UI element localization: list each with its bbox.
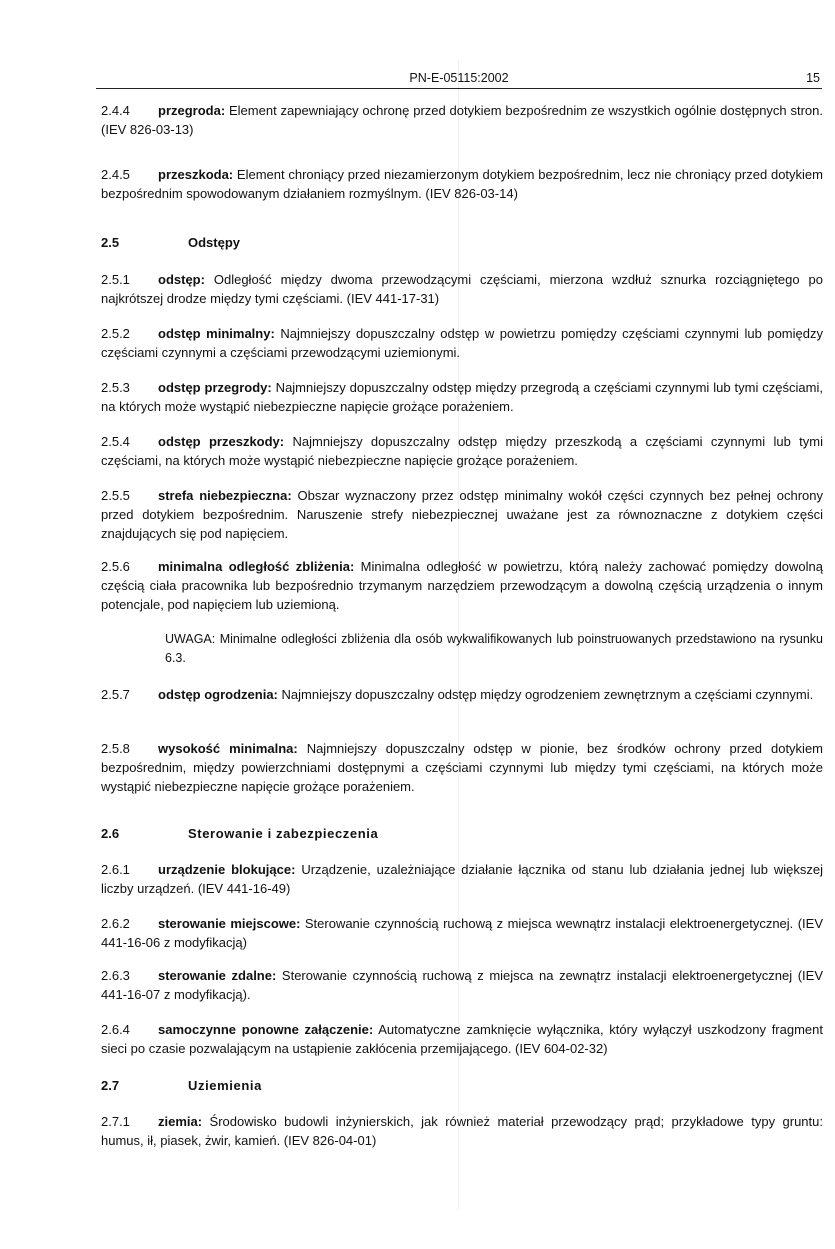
clause-number: 2.6.1 — [101, 862, 130, 877]
definition-2-5-3 — [101, 378, 823, 416]
note-uwaga: UWAGA: Minimalne odległości zbliżenia dla osób wykwalifikowanych lub poinstruowanych przedstawiono na rysunku 6.3. — [165, 632, 823, 665]
clause-number: 2.5.5 — [101, 488, 130, 503]
definition-text: Sterowanie czynnością ruchową z miejsca na zewnątrz instalacji elektroenergetycznej (IEV 441-16-07 z modyfikacją). — [101, 968, 823, 1002]
term: odstęp ogrodzenia: — [158, 687, 278, 702]
clause-number: 2.7.1 — [101, 1114, 130, 1129]
definition-text: Urządzenie, uzależniające działanie łącznika od stanu lub działania jednej lub większej liczby urządzeń. (IEV 441-16-49) — [101, 862, 824, 896]
definition-2-4-5 — [101, 165, 823, 203]
definition-text: Najmniejszy dopuszczalny odstęp w pionie, bez środków ochrony przed dotykiem bezpośrednim, między powierzchniami dostępnymi a częściami czynnymi lub między tymi częściami, na których może wystąpić niebezpieczne napięcie grożące porażeniem. — [101, 741, 823, 794]
clause-number: 2.4.5 — [101, 167, 130, 182]
definition-2-5-2 — [101, 324, 823, 362]
definition-2-5-6 — [101, 557, 823, 614]
definition-2-4-4 — [101, 101, 823, 139]
section-number: 2.7 — [101, 1078, 120, 1093]
definition-text: Najmniejszy dopuszczalny odstęp między przegrodą a częściami czynnymi lub tymi częściami, na których może wystąpić niebezpieczne napięcie grożące porażeniem. — [101, 380, 823, 414]
definition-text: Środowisko budowli inżynierskich, jak również materiał przewodzący prąd; przykładowe typy gruntu: humus, ił, piasek, żwir, kamień. (IEV 826-04-01) — [101, 1114, 823, 1148]
term: przegroda: — [158, 103, 226, 118]
clause-number: 2.6.3 — [101, 968, 130, 983]
section-title: Odstępy — [188, 235, 241, 250]
clause-number: 2.6.2 — [101, 916, 130, 931]
page-number: 15 — [806, 71, 820, 85]
section-number: 2.6 — [101, 826, 120, 841]
term: samoczynne ponowne załączenie: — [158, 1022, 374, 1037]
clause-number: 2.4.4 — [101, 103, 130, 118]
section-heading-2-6 — [101, 826, 378, 841]
term: odstęp: — [158, 272, 205, 287]
section-heading-2-7 — [101, 1078, 262, 1093]
definition-text: Automatyczne zamknięcie wyłącznika, który wyłączył uszkodzony fragment sieci po czasie pozwalającym na ustąpienie zakłócenia przemijającego. (IEV 604-02-32) — [101, 1022, 824, 1056]
term: odstęp przegrody: — [158, 380, 272, 395]
clause-number: 2.5.3 — [101, 380, 130, 395]
definition-text: Element zapewniający ochronę przed dotykiem bezpośrednim ze wszystkich ogólnie dostępnych stron. (IEV 826-03-13) — [101, 103, 823, 137]
term: minimalna odległość zbliżenia: — [158, 559, 355, 574]
definition-text: Najmniejszy dopuszczalny odstęp między przeszkodą a częściami czynnymi lub tymi częściami, na których może wystąpić niebezpieczne napięcie grożące porażeniem. — [101, 434, 824, 468]
clause-number: 2.5.7 — [101, 687, 130, 702]
term: strefa niebezpieczna: — [158, 488, 292, 503]
section-number: 2.5 — [101, 235, 120, 250]
term: urządzenie blokujące: — [158, 862, 296, 877]
section-heading-2-5 — [101, 235, 240, 250]
definition-text: Sterowanie czynnością ruchową z miejsca wewnątrz instalacji elektroenergetycznej. (IEV 441-16-06 z modyfikacją) — [101, 916, 823, 950]
definition-text: Minimalna odległość w powietrzu, którą należy zachować pomiędzy dowolną częścią ciała pracownika lub bezpośrednio trzymanym narzędziem przewodzącym a dowolną częścią urządzenia o innym potencjale, pod napięciem lub uziemioną. — [101, 559, 824, 612]
term: odstęp minimalny: — [158, 326, 275, 341]
term: sterowanie zdalne: — [158, 968, 277, 983]
definition-text: Obszar wyznaczony przez odstęp minimalny wokół części czynnych bez pełnej ochrony przed dotykiem bezpośrednim. Naruszenie strefy niebezpiecznej uważane jest za równoznaczne z dotykiem części znajdujących się pod napięciem. — [101, 488, 823, 541]
definition-2-6-2 — [101, 914, 823, 952]
term: odstęp przeszkody: — [158, 434, 285, 449]
definition-2-6-3 — [101, 966, 823, 1004]
definition-2-7-1 — [101, 1112, 823, 1150]
clause-number: 2.5.6 — [101, 559, 130, 574]
definition-text: Najmniejszy dopuszczalny odstęp między ogrodzeniem zewnętrznym a częściami czynnymi. — [277, 687, 814, 702]
term: wysokość minimalna: — [158, 741, 298, 756]
definition-2-6-1 — [101, 860, 823, 898]
definition-2-6-4 — [101, 1020, 823, 1058]
section-title: Uziemienia — [188, 1078, 262, 1093]
definition-2-5-1 — [101, 270, 823, 308]
definition-text: Najmniejszy dopuszczalny odstęp w powietrzu pomiędzy częściami czynnymi lub pomiędzy częściami czynnymi a częściami przewodzącymi uziemionymi. — [101, 326, 823, 360]
term: przeszkoda: — [158, 167, 234, 182]
clause-number: 2.6.4 — [101, 1022, 130, 1037]
term: ziemia: — [158, 1114, 203, 1129]
section-title: Sterowanie i zabezpieczenia — [188, 826, 379, 841]
clause-number: 2.5.2 — [101, 326, 130, 341]
definition-text: Odległość między dwoma przewodzącymi częściami, mierzona wzdłuż sznurka rozciągniętego po najkrótszej drodze między tymi częściami. (IEV 441-17-31) — [101, 272, 823, 306]
clause-number: 2.5.1 — [101, 272, 130, 287]
standard-code: PN-E-05115:2002 — [409, 71, 509, 85]
definition-2-5-8 — [101, 739, 823, 796]
page-header — [96, 70, 822, 89]
definition-2-5-4 — [101, 432, 823, 470]
term: sterowanie miejscowe: — [158, 916, 301, 931]
clause-number: 2.5.8 — [101, 741, 130, 756]
definition-2-5-5 — [101, 486, 823, 543]
definition-2-5-7 — [101, 685, 823, 704]
clause-number: 2.5.4 — [101, 434, 130, 449]
definition-text: Element chroniący przed niezamierzonym dotykiem bezpośrednim, lecz nie chroniący przed dotykiem bezpośrednim spowodowanym działaniem rozmyślnym. (IEV 826-03-14) — [101, 167, 823, 201]
